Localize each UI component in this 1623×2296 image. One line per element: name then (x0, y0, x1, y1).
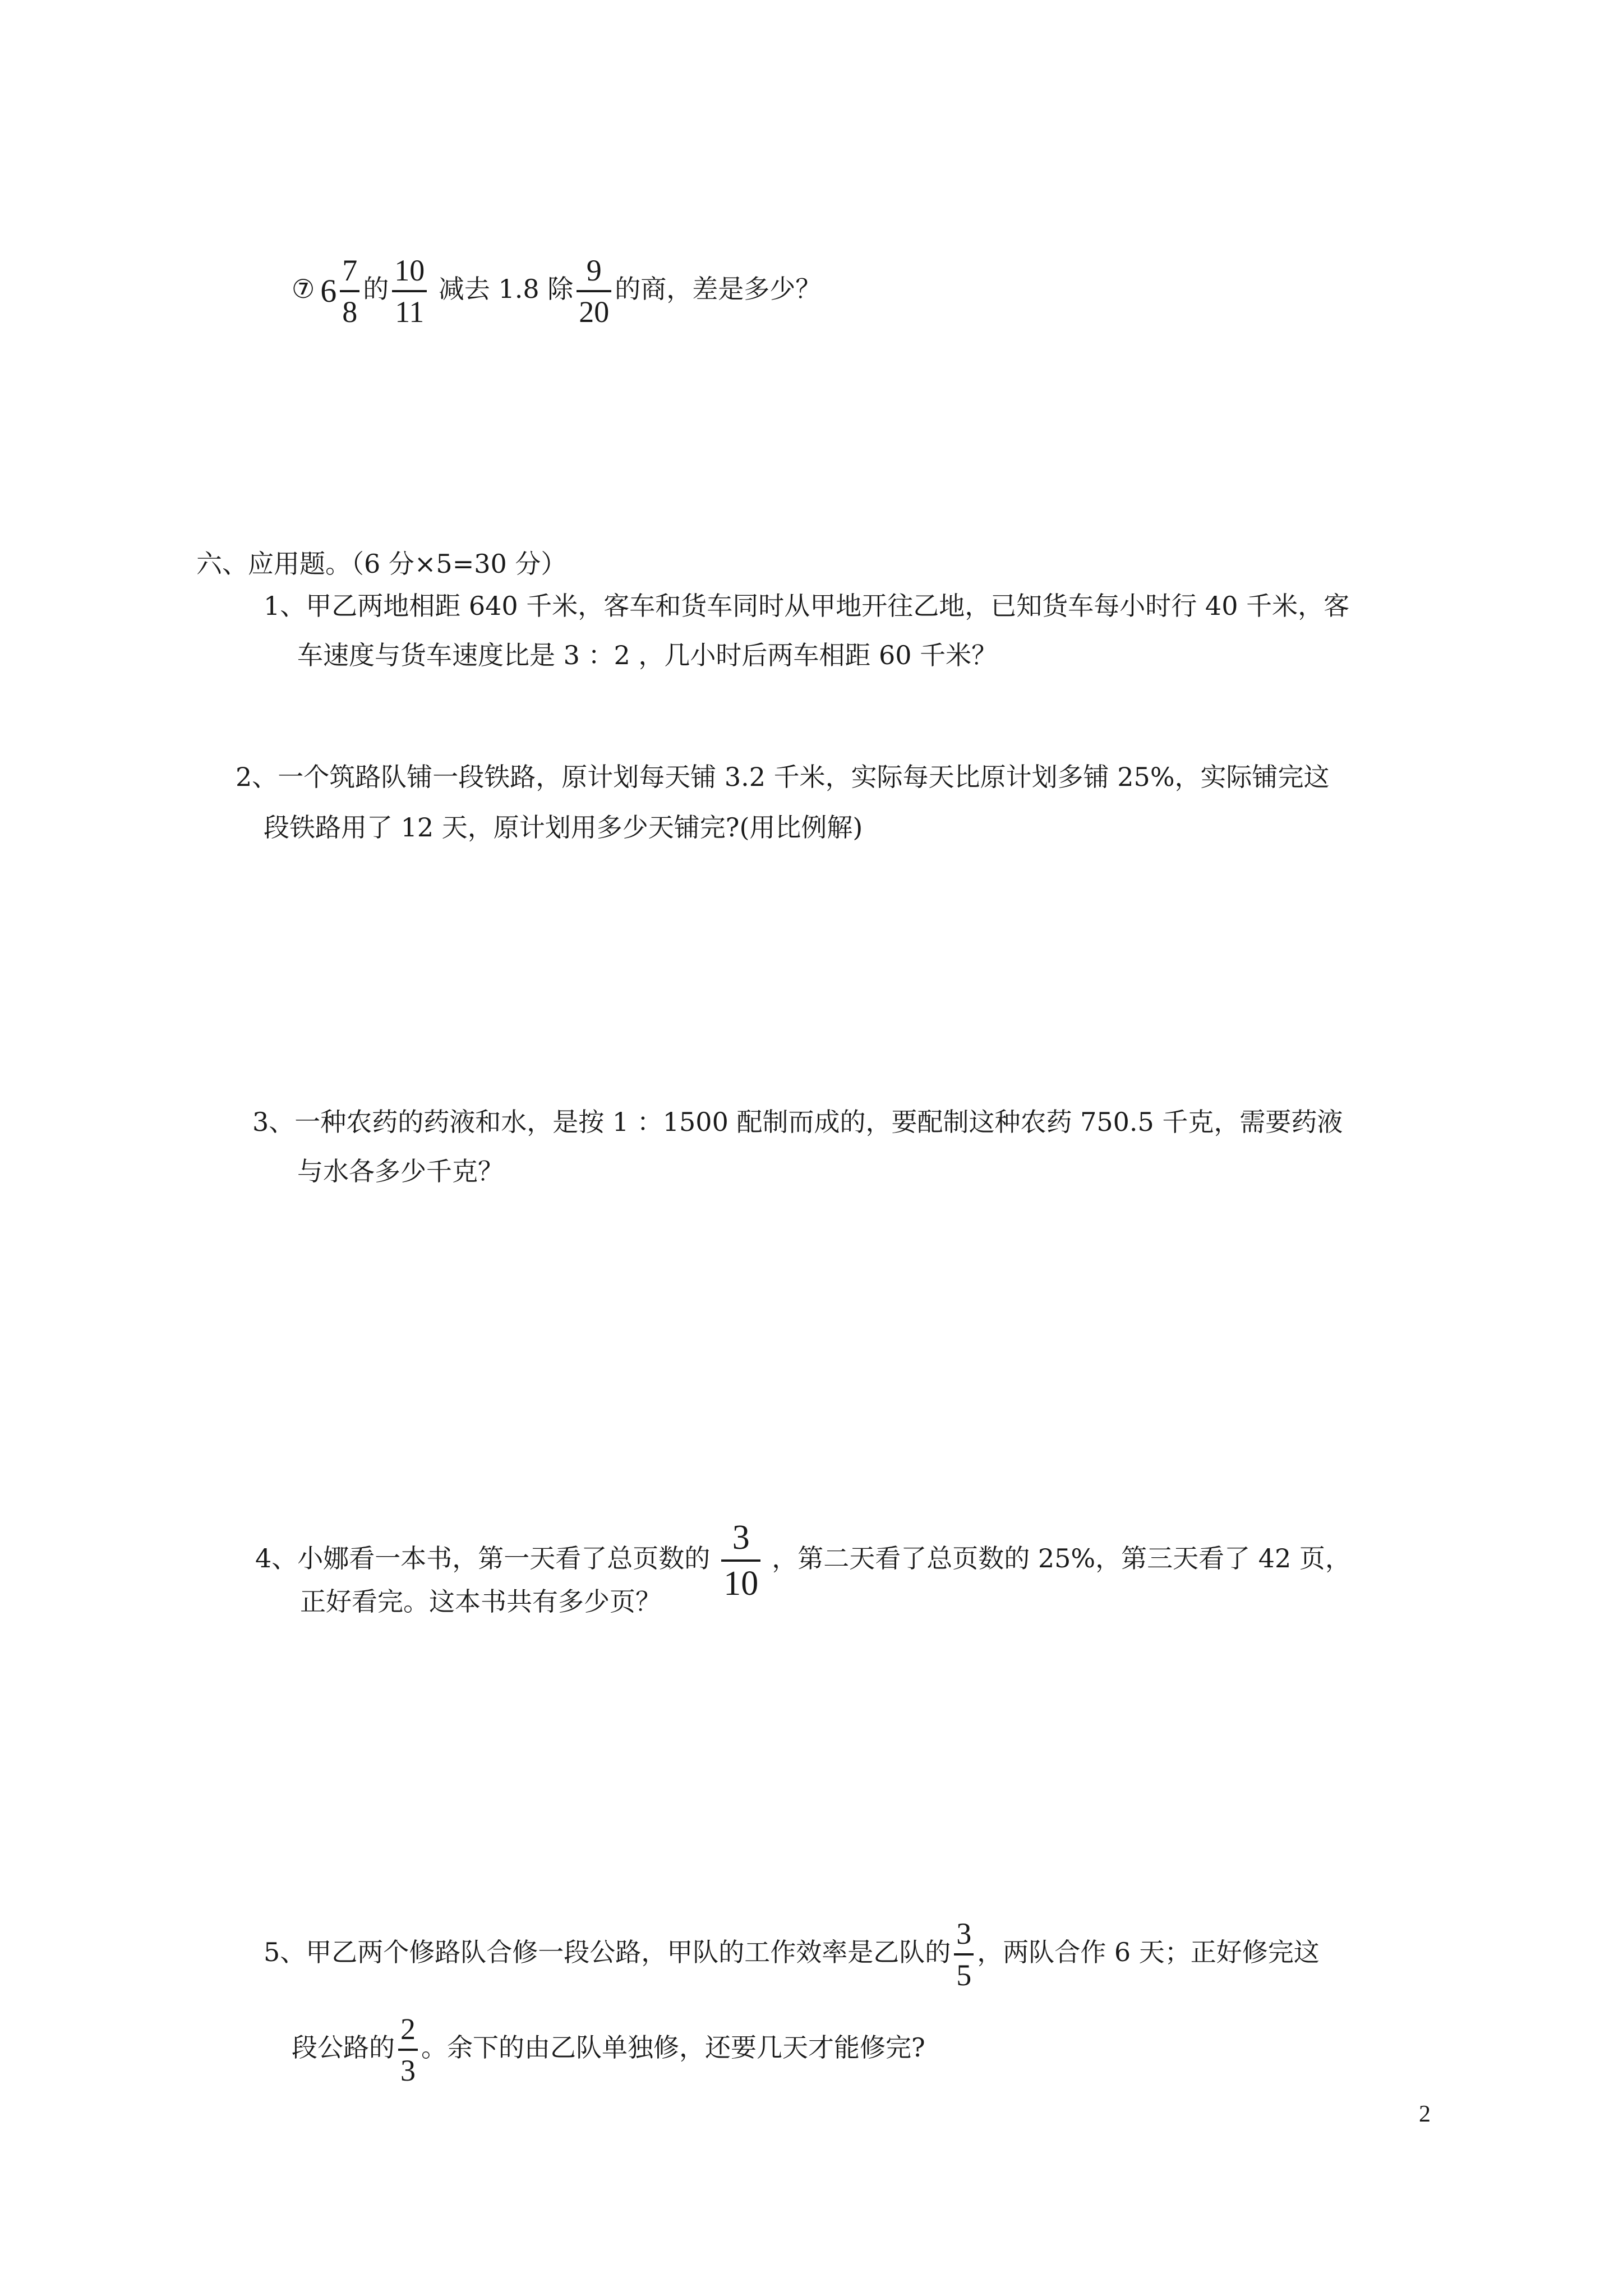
problem-1-line-1: 1、甲乙两地相距 640 千米，客车和货车同时从甲地开往乙地，已知货车每小时行 40 千米，客 (264, 591, 1350, 621)
problem-4-line-2: 正好看完。这本书共有多少页？ (300, 1586, 661, 1617)
question-7-number: ⑦ (292, 274, 315, 304)
mixed-number-whole: 6 (320, 273, 337, 309)
problem-1-line-2: 车速度与货车速度比是 3 ：2 ，几小时后两车相距 60 千米？ (297, 640, 998, 670)
problem-5-line-2 (292, 2012, 925, 2087)
fraction-7-8: $\frac{7}{8}$ (340, 255, 359, 327)
problem-5-text-4: 。余下的由乙队单独修，还要几天才能修完? (421, 2032, 925, 2063)
problem-2-line-2: 段铁路用了 12 天，原计划用多少天铺完?(用比例解) (264, 812, 863, 843)
problem-5-text-2: ，两队合作 6 天；正好修完这 (977, 1937, 1320, 1967)
fraction-10-11: $\frac{10}{11}$ (392, 255, 427, 327)
problem-5-line-1 (264, 1917, 1320, 1992)
page-number: 2 (1419, 2101, 1431, 2127)
problem-3-line-2: 与水各多少千克？ (297, 1156, 504, 1186)
question-7-text-3: 的商，差是多少？ (615, 274, 822, 304)
problem-4-text-2: ，第二天看了总页数的 25%，第三天看了 42 页， (772, 1543, 1351, 1573)
question-7-text-1: 的 (363, 274, 389, 304)
question-7 (292, 254, 822, 329)
problem-5-text-1: 5、甲乙两个修路队合修一段公路，甲队的工作效率是乙队的 (264, 1937, 951, 1967)
problem-2-line-1: 2、一个筑路队铺一段铁路，原计划每天铺 3.2 千米，实际每天比原计划多铺 25%，实际铺完这 (236, 762, 1330, 792)
fraction-3-5: $\frac{3}{5}$ (954, 1918, 974, 1990)
problem-5-text-3: 段公路的 (292, 2032, 395, 2063)
problem-4-text-1: 4、小娜看一本书，第一天看了总页数的 (255, 1543, 711, 1573)
section-6-heading: 六、应用题。（6 分×5=30 分） (196, 549, 567, 579)
fraction-2-3: $\frac{2}{3}$ (398, 2014, 418, 2086)
problem-3-line-1: 3、一种农药的药液和水，是按 1 ：1500 配制而成的，要配制这种农药 750.5 千克，需要药液 (252, 1107, 1343, 1137)
fraction-3-10: $\frac{3}{10}$ (721, 1520, 760, 1601)
fraction-9-20: $\frac{9}{20}$ (577, 255, 611, 327)
question-7-text-2: 减去 1.8 除 (430, 274, 574, 304)
